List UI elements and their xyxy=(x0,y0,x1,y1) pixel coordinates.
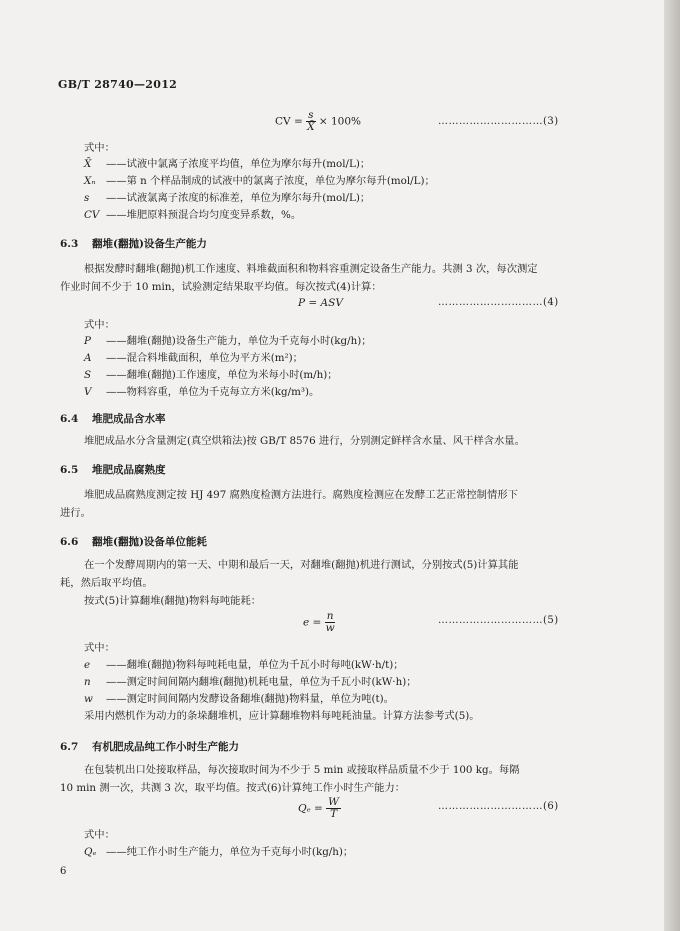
eq6-number: …………………………(6) xyxy=(438,801,559,812)
section-6-5-para-line1: 堆肥成品腐熟度测定按 HJ 497 腐熟度检测方法进行。腐熟度检测应在发酵工艺正常控制情形下 xyxy=(84,489,518,501)
section-6-7-para-line2: 10 min 测一次，共测 3 次，取平均值。按式(6)计算纯工作小时生产能力： xyxy=(60,782,406,794)
section-6-6-para-line4: 采用内燃机作为动力的条垛翻堆机，应计算翻堆物料每吨耗油量。计算方法参考式(5)。 xyxy=(84,710,480,722)
section-6-6-para-line3: 按式(5)计算翻堆(翻抛)物料每吨能耗： xyxy=(84,595,262,607)
eq4-var-row: S ——翻堆(翻抛)工作速度，单位为米每小时(m/h)； xyxy=(84,369,338,381)
eq6-denominator: T xyxy=(330,808,338,820)
section-6-4-heading: 6.4 堆肥成品含水率 xyxy=(60,413,166,425)
eq5-var-row: n ——测定时间间隔内翻堆(翻抛)机耗电量，单位为千瓦小时(kW·h)； xyxy=(84,676,417,688)
equation-3: CV = $\frac{s}{X̄}$ × 100% xyxy=(275,109,361,133)
eq6-var-row: Qₑ ——纯工作小时生产能力，单位为千克每小时(kg/h)； xyxy=(84,846,354,858)
eq3-lhs: CV xyxy=(275,115,291,128)
eq5-var-row: w ——测定时间间隔内发酵设备翻堆(翻抛)物料量，单位为吨(t)。 xyxy=(84,693,394,705)
eq6-numerator: W xyxy=(328,796,339,808)
eq5-denominator: w xyxy=(325,622,335,634)
eq6-lhs: Qₑ xyxy=(298,802,311,815)
eq4-var-row: P ——翻堆(翻抛)设备生产能力，单位为千克每小时(kg/h)； xyxy=(84,335,372,347)
eq5-where-label: 式中： xyxy=(84,642,115,654)
eq3-number: …………………………(3) xyxy=(438,116,559,127)
eq5-var-row: e ——翻堆(翻抛)物料每吨耗电量，单位为千瓦小时每吨(kW·h/t)； xyxy=(84,659,404,671)
eq3-denominator: X̄ xyxy=(307,121,315,133)
eq5-number: …………………………(5) xyxy=(438,615,559,626)
standard-number-header: GB/T 28740—2012 xyxy=(58,78,178,91)
equation-4: P = ASV xyxy=(298,297,343,309)
section-6-3-para-line1: 根据发酵时翻堆(翻抛)机工作速度、料堆截面积和物料容重测定设备生产能力。共测 3 次，每次测定 xyxy=(84,263,538,275)
eq6-where-label: 式中： xyxy=(84,829,115,841)
eq3-var-row: CV ——堆肥原料预混合均匀度变异系数，%。 xyxy=(84,209,302,221)
page-edge-shadow xyxy=(664,0,680,931)
eq3-where-label: 式中： xyxy=(84,142,115,154)
section-6-5-heading: 6.5 堆肥成品腐熟度 xyxy=(60,464,166,476)
eq5-numerator: n xyxy=(326,610,334,622)
eq4-var-row: V ——物料容重，单位为千克每立方米(kg/m³)。 xyxy=(84,386,320,398)
eq4-var-row: A ——混合料堆截面积，单位为平方米(m²)； xyxy=(84,352,303,364)
section-6-7-para-line1: 在包装机出口处接取样品，每次接取时间为不少于 5 min 或接取样品质量不少于 100 kg。每隔 xyxy=(84,764,520,776)
eq3-numerator: s xyxy=(308,109,314,121)
eq5-lhs: e xyxy=(303,616,310,629)
section-6-7-heading: 6.7 有机肥成品纯工作小时生产能力 xyxy=(60,741,239,753)
equation-6: Qₑ = $\frac{W}{T}$ xyxy=(298,796,339,820)
section-6-3-heading: 6.3 翻堆(翻抛)设备生产能力 xyxy=(60,238,207,250)
eq5-fraction xyxy=(325,611,336,634)
section-6-5-para-line2: 进行。 xyxy=(60,507,91,519)
eq3-var-row: s ——试液氯离子浓度的标准差，单位为摩尔每升(mol/L)； xyxy=(84,192,371,204)
equation-5: e = $\frac{n}{w}$ xyxy=(303,610,335,634)
eq3-fraction xyxy=(306,110,315,133)
section-6-4-para: 堆肥成品水分含量测定(真空烘箱法)按 GB/T 8576 进行，分别测定鲜样含水量、风干样含水量。 xyxy=(84,435,525,447)
section-6-3-para-line2: 作业时间不少于 10 min，试验测定结果取平均值。每次按式(4)计算： xyxy=(60,281,382,293)
eq6-fraction xyxy=(326,797,341,820)
eq3-var-row: Xₙ ——第 n 个样品制成的试液中的氯离子浓度，单位为摩尔每升(mol/L)； xyxy=(84,175,435,187)
eq4-number: …………………………(4) xyxy=(438,297,559,308)
eq4-where-label: 式中： xyxy=(84,319,115,331)
eq3-var-row: X̄ ——试液中氯离子浓度平均值，单位为摩尔每升(mol/L)； xyxy=(84,158,371,170)
section-6-6-para-line2: 耗，然后取平均值。 xyxy=(60,577,153,589)
eq3-rhs: × 100% xyxy=(318,115,361,128)
section-6-6-para-line1: 在一个发酵周期内的第一天、中期和最后一天，对翻堆(翻抛)机进行测试，分别按式(5)计算其能 xyxy=(84,559,519,571)
page-number: 6 xyxy=(60,866,67,877)
section-6-6-heading: 6.6 翻堆(翻抛)设备单位能耗 xyxy=(60,536,207,548)
